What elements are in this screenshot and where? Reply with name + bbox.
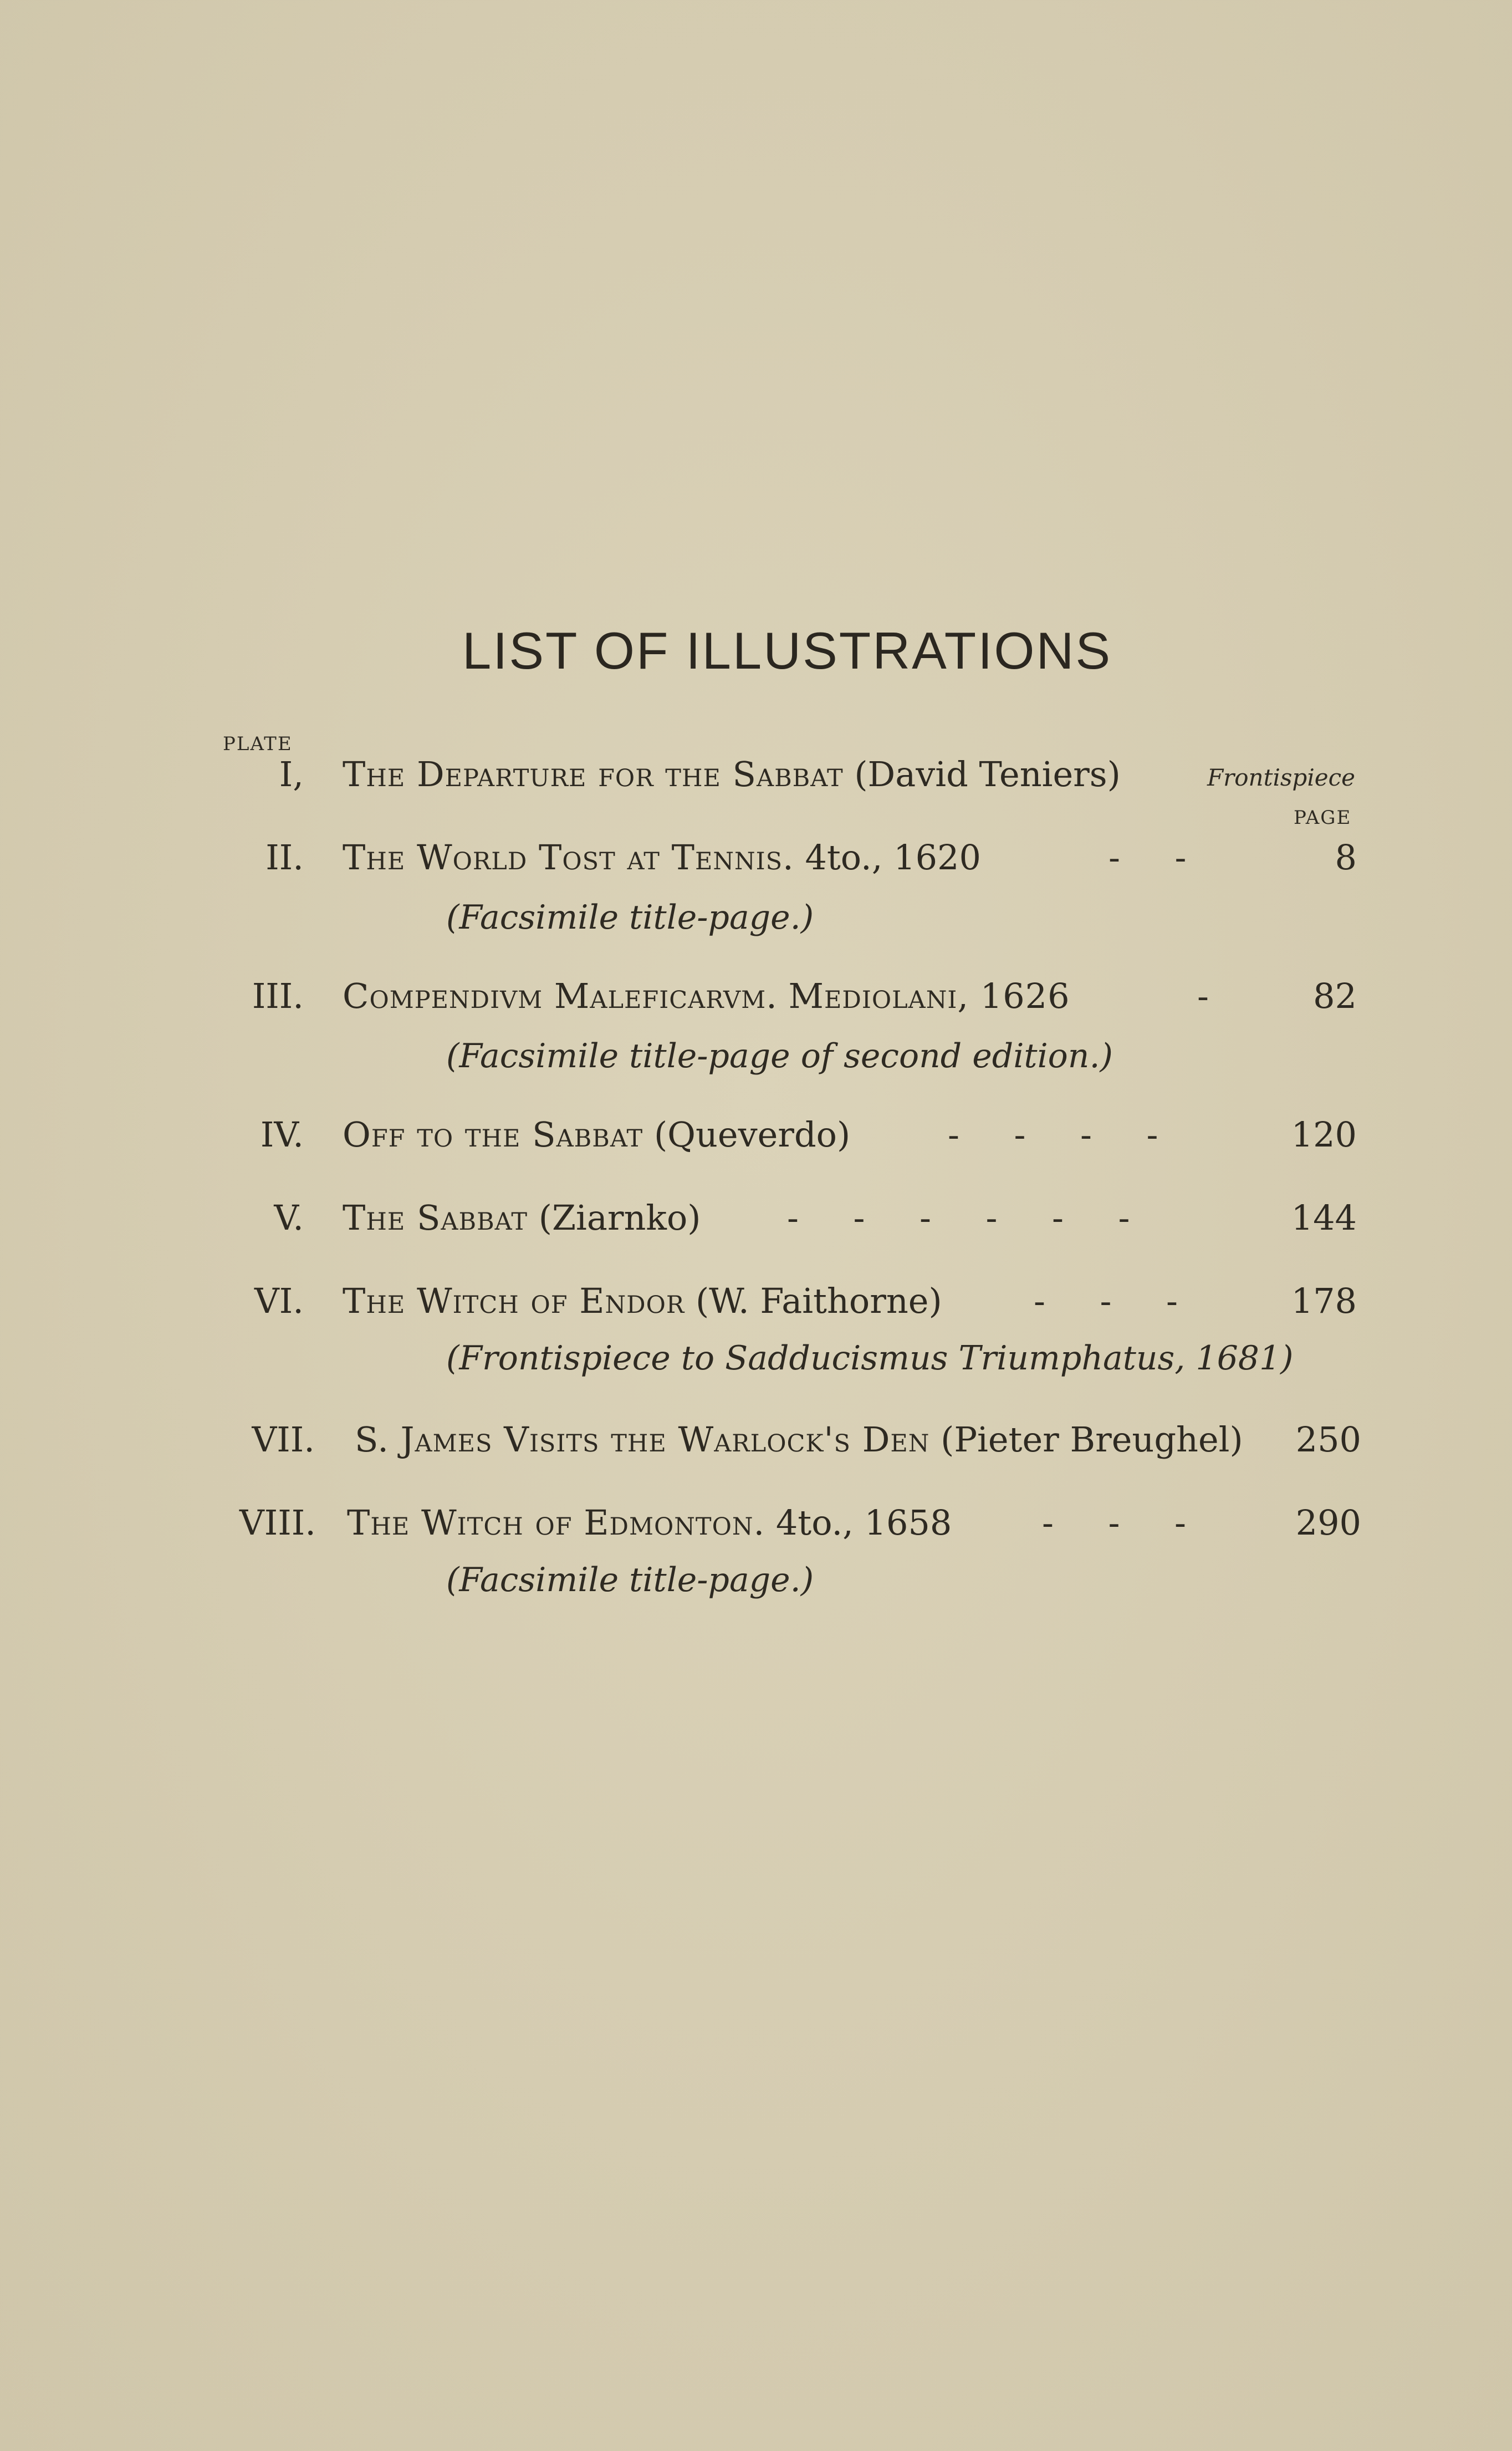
page-number: 250	[1295, 1419, 1361, 1460]
illustration-title: S. James Visits the Warlock's Den	[355, 1419, 930, 1460]
plate-number: VII.	[252, 1419, 315, 1460]
illustration-date: 4to., 1658	[765, 1502, 952, 1543]
illustration-title: The Departure for the Sabbat	[343, 754, 844, 794]
leader-dashes: - - - - - -	[787, 1198, 1130, 1238]
illustration-note: (Facsimile title-page.)	[446, 1561, 814, 1599]
illustration-title: The Witch of Endor	[343, 1281, 685, 1321]
plate-number: IV.	[260, 1114, 304, 1155]
illustration-note: (Facsimile title-page.)	[446, 898, 814, 937]
plate-column-header: PLATE	[223, 733, 293, 755]
page-number: 120	[1291, 1114, 1357, 1155]
page-reference: Frontispiece	[1207, 764, 1355, 791]
plate-number: VI.	[254, 1281, 304, 1321]
plate-number: VIII.	[239, 1502, 316, 1543]
page-number: 290	[1295, 1502, 1361, 1543]
page-number: 178	[1291, 1281, 1357, 1321]
leader-dashes: -	[1197, 976, 1209, 1016]
illustration-artist: (Queverdo)	[643, 1114, 851, 1155]
leader-dashes: - - -	[1034, 1281, 1178, 1321]
plate-number: II.	[265, 837, 304, 878]
illustration-artist: (David Teniers)	[843, 754, 1121, 794]
page-number: 144	[1291, 1198, 1357, 1238]
plate-number: III.	[252, 976, 304, 1016]
illustration-artist: (Pieter Breughel)	[929, 1419, 1243, 1460]
illustration-title: The Witch of Edmonton.	[347, 1502, 765, 1543]
illustration-note: (Facsimile title-page of second edition.)	[446, 1037, 1113, 1076]
illustration-imprint: Mediolani, 1626	[788, 976, 1070, 1016]
illustration-artist: (Ziarnko)	[528, 1198, 701, 1238]
plate-number: I,	[279, 754, 304, 794]
illustration-title: Off to the Sabbat	[343, 1114, 643, 1155]
illustration-note: (Frontispiece to Sadducismus Triumphatus, 1681)	[446, 1339, 1294, 1378]
illustration-title: The World Tost at Tennis.	[343, 837, 794, 878]
illustration-date: 4to., 1620	[794, 837, 981, 878]
illustration-title: Compendivm Maleficarvm.	[343, 976, 778, 1016]
leader-dashes: - - -	[1042, 1502, 1186, 1543]
page-column-header: PAGE	[1294, 807, 1352, 829]
illustration-artist: (W. Faithorne)	[685, 1281, 942, 1321]
illustration-title: The Sabbat	[343, 1198, 528, 1238]
leader-dashes: - -	[1109, 837, 1187, 878]
page-number: 8	[1335, 837, 1357, 878]
plate-number: V.	[274, 1198, 304, 1238]
page-title: LIST OF ILLUSTRATIONS	[462, 621, 1112, 680]
leader-dashes: - - - -	[948, 1114, 1158, 1155]
page-number: 82	[1313, 976, 1357, 1016]
